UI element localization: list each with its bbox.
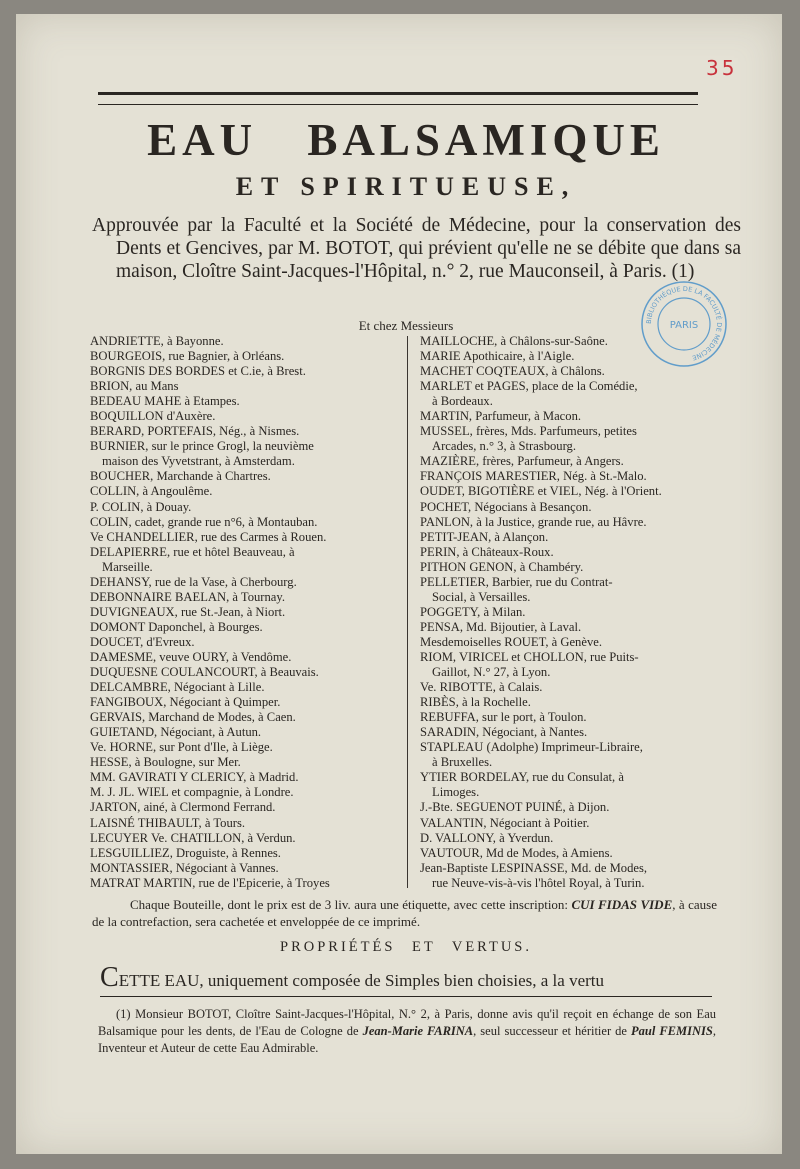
top-double-rule — [98, 92, 698, 105]
list-item: YTIER BORDELAY, rue du Consulat, à — [420, 770, 624, 785]
list-item: POGGETY, à Milan. — [420, 604, 526, 619]
list-item: DUVIGNEAUX, rue St.-Jean, à Niort. — [90, 604, 286, 619]
list-item: BEDEAU MAHE à Etampes. — [90, 394, 240, 409]
list-item: BOUCHER, Marchande à Chartres. — [90, 469, 271, 484]
list-item: VALANTIN, Négociant à Poitier. — [420, 815, 590, 830]
list-item: HESSE, à Boulogne, sur Mer. — [90, 755, 241, 770]
list-item: BERARD, PORTEFAIS, Nég., à Nismes. — [90, 424, 300, 439]
footnote-name2: Paul FEMINIS — [631, 1024, 713, 1038]
document-page — [16, 14, 782, 1154]
footnote-name1: Jean-Marie FARINA — [362, 1024, 474, 1038]
list-item: DEBONNAIRE BAELAN, à Tournay. — [90, 589, 285, 604]
list-item: P. COLIN, à Douay. — [90, 499, 192, 514]
list-item: SARADIN, Négociant, à Nantes. — [420, 725, 588, 740]
footnote-part1: (1) Monsieur BOTOT, Cloître Saint-Jacques-l'Hôpital, N.° 2, à Paris, donne avis qu'il reçoit en échange de son Eau Balsamique pour les dents, de l'Eau de Cologne de — [98, 1007, 716, 1038]
list-item: LESGUILLIEZ, Droguiste, à Rennes. — [90, 845, 281, 860]
list-item: Gaillot, N.° 27, à Lyon. — [432, 665, 551, 680]
list-item: Mesdemoiselles ROUET, à Genève. — [420, 634, 602, 649]
list-item: Social, à Versailles. — [432, 589, 531, 604]
list-item: GERVAIS, Marchand de Modes, à Caen. — [90, 710, 296, 725]
list-item: DELAPIERRE, rue et hôtel Beauveau, à — [90, 544, 295, 559]
list-item: DOUCET, d'Evreux. — [90, 634, 195, 649]
list-item: STAPLEAU (Adolphe) Imprimeur-Libraire, — [420, 740, 643, 755]
list-item: J.-Bte. SEGUENOT PUINÉ, à Dijon. — [420, 800, 610, 815]
list-item: BURNIER, sur le prince Grogl, la neuvième — [90, 439, 314, 454]
list-item: MUSSEL, frères, Mds. Parfumeurs, petites — [420, 424, 637, 439]
list-item: maison des Vyvetstrant, à Amsterdam. — [102, 454, 295, 469]
list-item: Marseille. — [102, 559, 153, 574]
list-item: OUDET, BIGOTIÈRE et VIEL, Nég. à l'Orient. — [420, 484, 662, 499]
list-item: à Bordeaux. — [432, 394, 493, 409]
list-item: M. J. JL. WIEL et compagnie, à Londre. — [90, 785, 294, 800]
list-item: DAMESME, veuve OURY, à Vendôme. — [90, 649, 292, 664]
list-item: REBUFFA, sur le port, à Toulon. — [420, 710, 587, 725]
list-item: FANGIBOUX, Négociant à Quimper. — [90, 695, 281, 710]
list-item: Ve CHANDELLIER, rue des Carmes à Rouen. — [90, 529, 327, 544]
list-item: PITHON GENON, à Chambéry. — [420, 559, 584, 574]
list-item: COLIN, cadet, grande rue n°6, à Montauban. — [90, 514, 318, 529]
list-item: LECUYER Ve. CHATILLON, à Verdun. — [90, 830, 296, 845]
bottle-paragraph — [92, 896, 717, 930]
list-item: MACHET COQTEAUX, à Châlons. — [420, 364, 605, 379]
stamp-ring-text: BIBLIOTHÈQUE DE LA FACULTÉ DE MÉDECINE — [644, 284, 724, 362]
list-item: GUIETAND, Négociant, à Autun. — [90, 725, 262, 740]
lead-text: ETTE EAU, uniquement composée de Simples bien choisies, a la vertu — [118, 971, 605, 990]
list-item: BRION, au Mans — [90, 379, 179, 394]
right-column-list — [420, 334, 728, 891]
list-item: PERIN, à Châteaux-Roux. — [420, 544, 554, 559]
list-item: BOQUILLON d'Auxère. — [90, 409, 216, 424]
footnote-paragraph — [98, 1006, 716, 1057]
list-item: Ve. RIBOTTE, à Calais. — [420, 680, 543, 695]
list-item: MONTASSIER, Négociant à Vannes. — [90, 860, 279, 875]
list-item: MARIE Apothicaire, à l'Aigle. — [420, 349, 575, 364]
list-item: MM. GAVIRATI Y CLERICY, à Madrid. — [90, 770, 299, 785]
bottle-text-after: , à cause de la contrefaction, sera cachetée et enveloppée de ce imprimé. — [92, 897, 717, 929]
drop-initial: C — [100, 962, 119, 993]
list-item: MAZIÈRE, frères, Parfumeur, à Angers. — [420, 454, 624, 469]
list-item: RIOM, VIRICEL et CHOLLON, rue Puits- — [420, 649, 639, 664]
list-item: FRANÇOIS MARESTIER, Nég. à St.-Malo. — [420, 469, 647, 484]
lead-paragraph — [100, 962, 720, 994]
list-item: COLLIN, à Angoulême. — [90, 484, 213, 499]
list-item: PENSA, Md. Bijoutier, à Laval. — [420, 619, 582, 634]
list-item: DELCAMBRE, Négociant à Lille. — [90, 680, 265, 695]
list-item: VAUTOUR, Md de Modes, à Amiens. — [420, 845, 613, 860]
footnote-rule — [100, 996, 712, 997]
manuscript-number: 35 — [706, 56, 738, 80]
chez-heading: Et chez Messieurs — [358, 318, 454, 333]
list-item: MARTIN, Parfumeur, à Macon. — [420, 409, 582, 424]
list-item: PETIT-JEAN, à Alançon. — [420, 529, 549, 544]
list-item: MARLET et PAGES, place de la Comédie, — [420, 379, 638, 394]
list-item: JARTON, ainé, à Clermond Ferrand. — [90, 800, 276, 815]
list-item: Jean-Baptiste LESPINASSE, Md. de Modes, — [420, 860, 648, 875]
list-item: DOMONT Daponchel, à Bourges. — [90, 619, 263, 634]
list-item: PELLETIER, Barbier, rue du Contrat- — [420, 574, 613, 589]
column-divider — [407, 336, 408, 888]
list-item: MAILLOCHE, à Châlons-sur-Saône. — [420, 334, 608, 348]
list-item: ANDRIETTE, à Bayonne. — [90, 334, 224, 348]
list-item: RIBÈS, à la Rochelle. — [420, 695, 531, 710]
list-item: LAISNÉ THIBAULT, à Tours. — [90, 815, 246, 830]
bottle-motto: CUI FIDAS VIDE — [571, 897, 673, 912]
list-item: Arcades, n.° 3, à Strasbourg. — [432, 439, 577, 454]
stamp-center-text: PARIS — [669, 320, 699, 331]
list-item: DUQUESNE COULANCOURT, à Beauvais. — [90, 665, 319, 680]
list-item: BOURGEOIS, rue Bagnier, à Orléans. — [90, 349, 285, 364]
list-item: BORGNIS DES BORDES et C.ie, à Brest. — [90, 364, 306, 379]
properties-heading: PROPRIÉTÉS ET VERTUS. — [280, 939, 532, 955]
list-item: Limoges. — [432, 785, 480, 800]
list-item: MATRAT MARTIN, rue de l'Epicerie, à Troyes — [90, 875, 330, 890]
list-item: POCHET, Négocians à Besançon. — [420, 499, 592, 514]
left-column-list — [90, 334, 390, 891]
list-item: DEHANSY, rue de la Vase, à Cherbourg. — [90, 574, 297, 589]
page-title: EAU BALSAMIQUE — [147, 115, 665, 165]
page-subtitle: ET SPIRITUEUSE, — [235, 172, 577, 201]
list-item: rue Neuve-vis-à-vis l'hôtel Royal, à Turin. — [432, 875, 645, 890]
footnote-part2: , seul successeur et héritier de — [473, 1024, 631, 1038]
footnote-part3: , Inventeur et Auteur de cette Eau Admirable. — [98, 1024, 716, 1055]
list-item: à Bruxelles. — [432, 755, 493, 770]
approval-paragraph: Approuvée par la Faculté et la Société de Médecine, pour la conservation des Dents et Gencives, par M. BOTOT, qui prévient qu'elle ne se débite que dans sa maison, Cloître Saint-Jacques-l'Hôpital, n.° 2, rue Mauconseil, à Paris. (1) — [92, 215, 741, 282]
bottle-text-before: Chaque Bouteille, dont le prix est de 3 liv. aura une étiquette, avec cette inscription: — [130, 897, 572, 912]
list-item: Ve. HORNE, sur Pont d'Ile, à Liège. — [90, 740, 273, 755]
list-item: PANLON, à la Justice, grande rue, au Hâvre. — [420, 514, 647, 529]
list-item: D. VALLONY, à Yverdun. — [420, 830, 554, 845]
